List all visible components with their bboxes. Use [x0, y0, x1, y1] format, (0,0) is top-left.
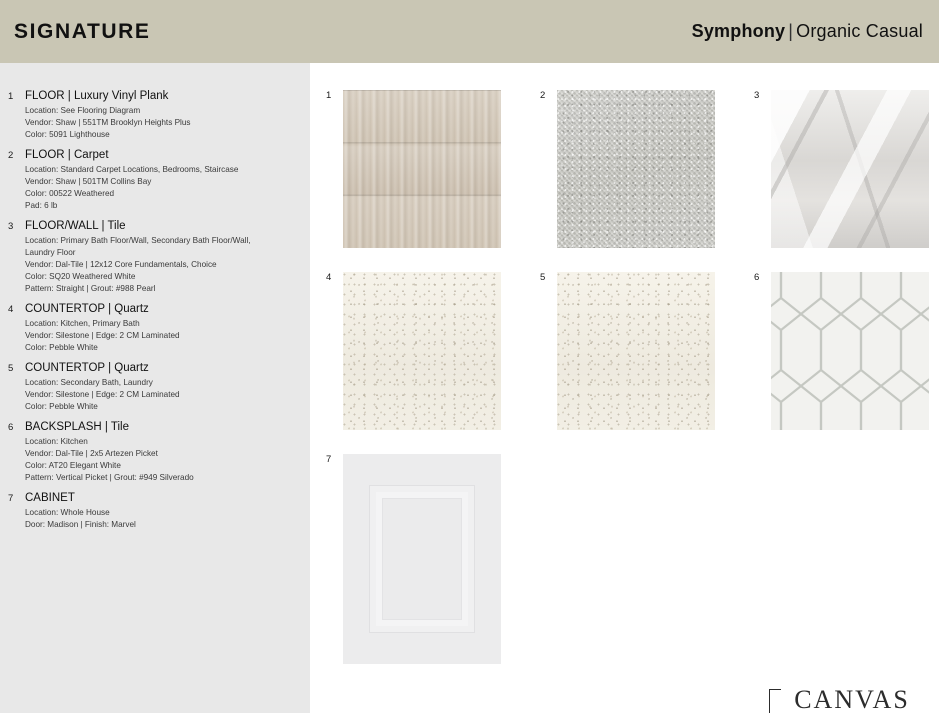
spec-detail-line: Color: Pebble White — [25, 402, 98, 412]
plan-style: Organic Casual — [796, 21, 923, 41]
spec-detail-line: Vendor: Shaw | 501TM Collins Bay — [25, 177, 152, 187]
sample-number: 5 — [540, 272, 546, 283]
sample-number: 7 — [326, 454, 332, 465]
spec-detail-line: Vendor: Dal-Tile | 12x12 Core Fundamentals, Choice — [25, 260, 217, 270]
cabinet-door-recess — [382, 498, 462, 620]
swatch-carpet — [557, 90, 715, 248]
spec-body — [25, 89, 298, 141]
spec-body — [25, 148, 298, 212]
specification-panel — [0, 63, 310, 713]
spec-detail-line: Location: Whole House — [25, 508, 110, 518]
spec-detail-line: Color: 00522 Weathered — [25, 189, 115, 199]
sample-floor-wall-tile — [754, 90, 929, 248]
spec-detail-line: Laundry Floor — [25, 248, 76, 258]
spec-body — [25, 302, 298, 354]
swatch-countertop-secondary — [557, 272, 715, 430]
title-separator: | — [788, 21, 794, 41]
spec-detail-line: Pattern: Vertical Picket | Grout: #949 Silverado — [25, 472, 194, 482]
sample-luxury-vinyl-plank — [326, 90, 501, 248]
spec-body — [25, 219, 298, 295]
logo-wordmark: CANVAS — [794, 685, 910, 713]
spec-detail-line: Location: Kitchen, Primary Bath — [25, 319, 140, 329]
sample-cabinet-door — [326, 454, 501, 664]
cabinet-door-panel — [369, 485, 475, 633]
spec-title: CABINET — [25, 491, 75, 504]
spec-number: 1 — [8, 91, 14, 102]
plan-title — [692, 21, 923, 42]
spec-number: 2 — [8, 150, 14, 162]
spec-detail-line: Vendor: Shaw | 551TM Brooklyn Heights Plus — [25, 118, 191, 128]
spec-detail-line: Color: SQ20 Weathered White — [25, 272, 136, 282]
sample-backsplash-tile — [754, 272, 929, 430]
spec-body — [25, 491, 298, 531]
swatch-floor-wall-tile — [771, 90, 929, 248]
sample-number: 1 — [326, 90, 332, 101]
spec-title: COUNTERTOP | Quartz — [25, 302, 149, 315]
spec-detail-line: Color: 5091 Lighthouse — [25, 130, 110, 140]
spec-title: FLOOR | Luxury Vinyl Plank — [25, 90, 169, 102]
spec-number: 5 — [8, 362, 14, 374]
sample-countertop-secondary — [540, 272, 715, 430]
spec-detail-line: Location: See Flooring Diagram — [25, 106, 141, 116]
spec-item — [8, 219, 298, 295]
sample-number: 4 — [326, 272, 332, 283]
canvas-logo — [777, 687, 927, 713]
spec-detail-line: Door: Madison | Finish: Marvel — [25, 520, 136, 530]
swatch-backsplash-tile — [771, 272, 929, 430]
swatch-cabinet-door — [343, 454, 501, 664]
spec-number: 3 — [8, 220, 14, 232]
sample-number: 3 — [754, 90, 760, 101]
spec-detail-line: Vendor: Silestone | Edge: 2 CM Laminated — [25, 390, 180, 400]
spec-item — [8, 491, 298, 531]
spec-body — [25, 361, 298, 413]
page-header — [0, 0, 939, 63]
spec-detail-line: Pad: 6 lb — [25, 201, 58, 211]
spec-detail-line: Location: Kitchen — [25, 437, 88, 447]
spec-detail-line: Vendor: Dal-Tile | 2x5 Artezen Picket — [25, 449, 158, 459]
spec-number: 6 — [8, 421, 14, 433]
plan-name: Symphony — [691, 21, 786, 41]
spec-item — [8, 302, 298, 354]
spec-number: 4 — [8, 303, 14, 315]
spec-title: FLOOR | Carpet — [25, 149, 109, 162]
spec-title: BACKSPLASH | Tile — [25, 420, 129, 433]
spec-item — [8, 148, 298, 212]
spec-item — [8, 361, 298, 413]
brand-title: SIGNATURE — [14, 19, 151, 43]
spec-item — [8, 420, 298, 484]
sample-number: 6 — [754, 272, 760, 283]
spec-detail-line: Location: Standard Carpet Locations, Bedrooms, Staircase — [25, 165, 239, 175]
sample-countertop-primary — [326, 272, 501, 430]
logo-bracket-icon — [769, 689, 781, 713]
picket-pattern-icon — [771, 272, 929, 430]
spec-detail-line: Color: AT20 Elegant White — [25, 461, 121, 471]
spec-title: FLOOR/WALL | Tile — [25, 219, 126, 232]
spec-detail-line: Color: Pebble White — [25, 342, 98, 352]
sample-carpet — [540, 90, 715, 248]
spec-detail-line: Vendor: Silestone | Edge: 2 CM Laminated — [25, 331, 180, 341]
spec-title: COUNTERTOP | Quartz — [25, 361, 149, 374]
spec-item — [8, 89, 298, 141]
sample-board — [310, 63, 939, 713]
spec-body — [25, 420, 298, 484]
swatch-countertop-primary — [343, 272, 501, 430]
spec-number: 7 — [8, 492, 14, 504]
sample-number: 2 — [540, 90, 546, 101]
spec-detail-line: Location: Secondary Bath, Laundry — [25, 378, 153, 388]
spec-detail-line: Location: Primary Bath Floor/Wall, Secondary Bath Floor/Wall, — [25, 236, 251, 246]
swatch-luxury-vinyl-plank — [343, 90, 501, 248]
spec-detail-line: Pattern: Straight | Grout: #988 Pearl — [25, 283, 156, 293]
